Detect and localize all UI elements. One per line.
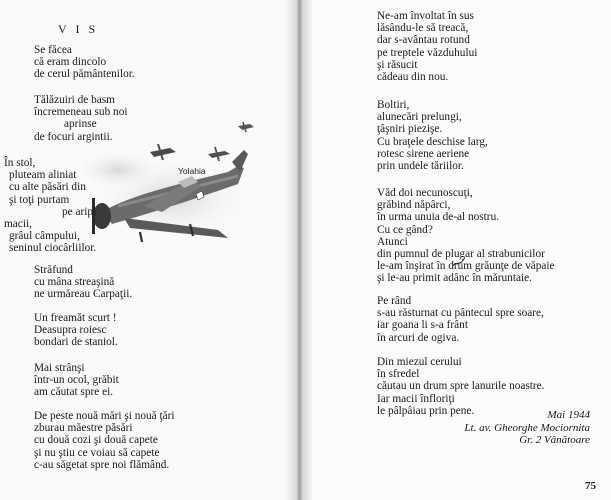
poem-line: încremeneau sub noi: [34, 106, 128, 119]
poem-line: de cerul pământenilor.: [34, 68, 135, 81]
poem-line: De peste nouă mări şi nouă ţări: [34, 410, 175, 422]
poem-line: Ne-am învoltat în sus: [377, 10, 474, 22]
poem-line: într-un ocol, grăbit: [34, 374, 119, 387]
poem-line: rotesc sirene aeriene: [377, 147, 470, 160]
poem-line: Văd doi necunoscuţi,: [377, 187, 473, 199]
poem-line: iar goana li s-a frânt: [377, 319, 468, 332]
poem-line: Deasupra roiesc: [34, 324, 107, 337]
poem-line: Un freamăt scurt !: [34, 312, 117, 324]
poem-line: în arcuri de ogiva.: [377, 331, 460, 344]
poem-line: Tălăzuiri de basm: [34, 94, 115, 106]
left-stanza-5: [34, 312, 118, 349]
left-stanza-4: [34, 264, 132, 301]
poem-line: Străfund: [34, 264, 73, 276]
signature-author: Lt. av. Gheorghe Mociornita: [464, 421, 590, 434]
right-stanza-1: [377, 10, 477, 83]
distant-plane-icon: [238, 122, 254, 132]
signature-date: Mai 1944: [547, 409, 590, 421]
handwritten-mark-icon: [452, 258, 466, 268]
poem-line: Boltiri,: [377, 99, 410, 111]
page-number: 75: [585, 480, 596, 492]
poem-line: cu două cozi şi două capete: [34, 434, 158, 447]
poem-line: că eram dincolo: [34, 56, 107, 69]
poem-line: pluteam aliniat: [9, 169, 77, 182]
poem-line: şi răsucit: [377, 58, 418, 71]
poem-line: grăbind năpârci,: [377, 199, 451, 212]
poem-line: Se făcea: [34, 44, 72, 56]
poem-line: cu mâna streaşină: [34, 276, 115, 289]
right-stanza-2: [377, 99, 488, 172]
right-stanza-5: [377, 356, 545, 417]
poem-line: Cu ce gând?: [377, 223, 433, 236]
poem-line: c-au săgetat spre noi flămând.: [34, 458, 170, 471]
right-stanza-4: [377, 295, 544, 344]
left-stanza-1: [34, 44, 135, 81]
left-stanza-6: [34, 362, 119, 399]
poem-line: ne urmăreau Carpaţii.: [34, 288, 133, 301]
illustration-caption: Yolahia: [178, 166, 206, 176]
poem-line: ţâşniri piezişe.: [377, 123, 443, 136]
poem-line: lăsându-le să treacă,: [377, 22, 469, 35]
poem-line: de focuri argintii.: [34, 130, 113, 143]
poem-line: seninul ciocârliilor.: [9, 242, 97, 255]
poem-line: cădeau din nou.: [377, 71, 449, 84]
poem-line: în urma unuia de-al nostru.: [377, 211, 500, 224]
poem-line: bondari de staniol.: [34, 336, 118, 349]
author-signature: [420, 409, 590, 447]
poem-title: V I S: [58, 22, 99, 36]
book-spine: [286, 0, 312, 500]
poem-line: şi le-au primit adânc în mǎruntaie.: [377, 272, 532, 285]
signature-unit: Gr. 2 Vânătoare: [519, 434, 590, 447]
poem-line: aprinse: [64, 118, 97, 131]
poem-line: cu alte păsări din: [9, 181, 86, 194]
poem-line: Cu braţele deschise larg,: [377, 135, 488, 148]
poem-line: din pumnul de plugar al strabunicilor: [377, 248, 545, 261]
poem-line: macii,: [4, 218, 32, 231]
airplane-illustration: [78, 110, 256, 252]
poem-line: Atunci: [377, 235, 408, 248]
poem-line: pe aripi: [62, 205, 97, 218]
right-stanza-3: [377, 187, 555, 285]
poem-line: dar s-avântau rotund: [377, 34, 470, 47]
poem-line: zburau măestre păsări: [34, 422, 133, 435]
poem-line: Iar macii înfloriţi: [377, 392, 455, 405]
poem-line: s-au răsturnat cu pântecul spre soare,: [377, 307, 544, 320]
poem-line: alunecări prelungi,: [377, 111, 462, 124]
poem-line: în sfredel: [377, 368, 420, 381]
poem-line: pe treptele văzduhului: [377, 46, 478, 59]
poem-line: În stol,: [4, 157, 36, 169]
poem-line: le pâlpâiau prin pene.: [377, 404, 475, 417]
left-stanza-3: [4, 157, 96, 255]
left-stanza-7: [34, 410, 175, 471]
poem-line: căutau un drum spre lanurile noastre.: [377, 380, 545, 393]
poem-line: prin undele tăriilor.: [377, 160, 464, 173]
poem-line: Mai strânşi: [34, 362, 85, 374]
poem-line: grâul câmpului,: [9, 230, 80, 243]
poem-line: şi nu ştiu ce voiau să capete: [34, 446, 160, 459]
poem-line: le-am înşirat în drum grăunţe de văpaie: [377, 260, 555, 273]
poem-line: Din miezul cerului: [377, 356, 462, 368]
poem-line: am căutat spre ei.: [34, 386, 114, 399]
poem-line: şi toţi purtam: [9, 193, 70, 206]
poem-line: Pe rând: [377, 295, 412, 307]
